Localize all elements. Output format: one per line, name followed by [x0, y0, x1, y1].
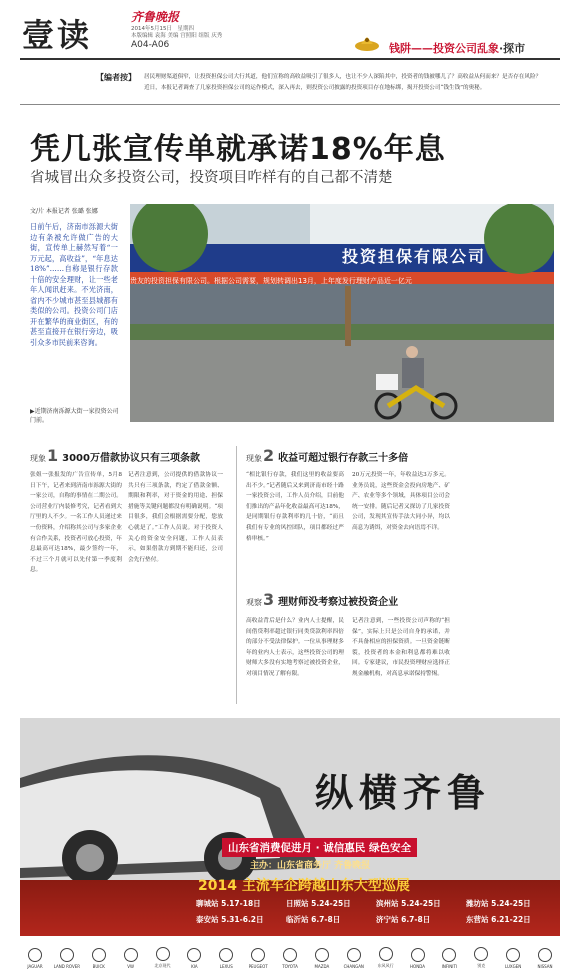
- brand-logo: KIA: [183, 948, 205, 969]
- car-brand-icon: [28, 948, 42, 962]
- page-headline: 凭几张宣传单就承诺18%年息: [30, 132, 446, 167]
- newspaper-brand: 齐鲁晚报: [131, 10, 180, 24]
- ad-schedule-item: 潍坊站 5.24-25日: [466, 899, 531, 908]
- car-brand-icon: [379, 947, 393, 961]
- page-subheadline: 省城冒出众多投资公司，投资项目咋样有的自己都不清楚: [30, 170, 393, 186]
- car-brand-icon: [156, 947, 170, 961]
- section-2-column-right: 20万元投资一年，年收益达3万多元。业务员说，这些资金会投向房地产、矿产、农业等多个领域，具体项目公司会统一安排。随后记者又探访了几家投资公司，发现其宣传手法大同小异，均以高息为诱饵，对资金去向语焉不详。: [352, 472, 450, 531]
- car-brand-icon: [60, 948, 74, 962]
- brand-logo: LUXGEN: [502, 948, 524, 969]
- car-brand-icon: [538, 948, 552, 962]
- money-bag-icon: [352, 36, 382, 52]
- header-rule: [20, 58, 560, 60]
- car-brand-icon: [251, 948, 265, 962]
- section-1-column-right: 记者注意到，公司提供的借款协议一共只有三项条款，约定了借款金额、期限和利率，对于资金的用途、担保措施等关键问题都没有明确说明。“项目很多，我们会根据需要分配，您放心就是了。”工作人员说。对于投资人关心的资金安全问题，工作人员表示，如果借款方到期不能归还，公司会先行垫付。: [128, 472, 223, 563]
- brand-logo: PEUGEOT: [247, 948, 269, 969]
- section-3-column-right: 记者注意到，一些投资公司声称的“担保”，实际上只是公司自身的承诺，并不具备相应的担保资质。一旦资金链断裂，投资者的本金和利息都将难以收回。专家建议，市民投资理财应选择正规金融机构，对高息承诺保持警惕。: [352, 618, 450, 677]
- brand-logo-strip: [20, 940, 560, 976]
- section-1-column-left: 张姐一张报发的广告宣传单，5月8日下午，记者来到济南市泺源大街的一家公司，自称的事情在二期公司。公司营业厅内装修考究，记者看到大厅里的人不少。一名工作人员递过来一份资料，介绍称其公司与多家企业有合作关系，投资者可放心投资，年息最高可达18%，最少签约一年，不过三个月就可以先付第一季度利息。: [30, 472, 122, 574]
- brand-logo: 东风风行: [375, 947, 397, 969]
- car-brand-icon: [124, 948, 138, 962]
- column-divider: [236, 446, 237, 704]
- car-brand-icon: [474, 947, 488, 961]
- brand-logo: LEXUS: [215, 948, 237, 969]
- brand-logo: VW: [120, 948, 142, 969]
- editor-note-label: 【编者按】: [96, 73, 136, 82]
- storefront-banner: 贵友的投资担保有限公司。根据公司需要，规划转调出13月，上年度发行理财产品近一亿元: [130, 277, 412, 285]
- car-brand-icon: [219, 948, 233, 962]
- brand-logo: INFINITI: [438, 948, 460, 969]
- byline: 文/片 本报记者 张璐 张娜: [30, 208, 98, 215]
- section-1-heading: 现象1 3000万借款协议只有三项条款: [30, 446, 200, 465]
- section-3-column-left: 高收益背后是什么？业内人士提醒，民间借贷利率超过银行同类贷款利率四倍的部分不受法律保护。一位从事理财多年的业内人士表示，这些投资公司的理财师大多没有实地考察过被投资企业，对项目情况了解有限。: [246, 618, 344, 677]
- page-range: A04-A06: [131, 40, 170, 50]
- ad-title: 纵横齐鲁: [315, 771, 492, 815]
- ad-schedule-item: 临沂站 6.7-8日: [286, 915, 341, 924]
- car-brand-icon: [315, 948, 329, 962]
- lead-paragraph: 日前午后，济南市泺源大街边有条被允许做广告的大街，宣传单上赫然写着“一万元起，高收益”，“年息达18%”……自称是银行存款十倍的安全理财，让一些老年人闻讯赶来。不光济南，省内不少城市甚至县城都有类似的公司。投资公司门店开在繁华的商业街区，有的甚至直接开在银行旁边，吸引众多市民前来咨询。: [30, 222, 118, 347]
- brand-logo: LAND ROVER: [56, 948, 78, 969]
- news-photo: [130, 204, 554, 422]
- brand-logo: BUICK: [88, 948, 110, 969]
- brand-logo: 别克: [470, 947, 492, 969]
- car-brand-icon: [347, 948, 361, 962]
- photo-caption: ▶近期济南泺源大街一家投资公司门前。: [30, 408, 119, 424]
- ad-tour-title: 2014 主流车企跨越山东大型巡展: [198, 878, 410, 894]
- section-title: 壹读: [22, 16, 93, 54]
- car-brand-icon: [187, 948, 201, 962]
- brand-logo: HONDA: [407, 948, 429, 969]
- ad-schedule-item: 东营站 6.21-22日: [466, 915, 531, 924]
- issue-date: 2014年5月15日 星期四: [131, 26, 194, 32]
- brand-logo: CHANGAN: [343, 948, 365, 969]
- brand-logo: 北京现代: [152, 947, 174, 969]
- ad-schedule-item: 日照站 5.24-25日: [286, 899, 351, 908]
- section-2-column-left: “相比银行存款，我们这里的收益要高出不少。”记者随后又来到济南市经十路一家投资公司，工作人员介绍，目前他们推出的产品年化收益最高可达18%，是同期银行存款利率的几十倍，“而且我们有专业的风控团队，项目都经过严格审核。”: [246, 472, 344, 542]
- brand-logo: MAZDA: [311, 948, 333, 969]
- ad-host-line: 主办：山东省商务厅 齐鲁晚报: [250, 861, 371, 871]
- storefront-sign: 投资担保有限公司: [342, 247, 487, 266]
- ad-schedule-item: 济宁站 6.7-8日: [376, 915, 431, 924]
- series-label: 钱阱——投资公司乱象·探市: [389, 42, 526, 55]
- brand-logo: NISSAN: [534, 948, 556, 969]
- brand-logo: TOYOTA: [279, 948, 301, 969]
- car-brand-icon: [283, 948, 297, 962]
- section-2-heading: 现象2 收益可超过银行存款三十多倍: [246, 446, 409, 465]
- ad-promo-line: 山东省消费促进月 · 诚信惠民 绿色安全: [222, 838, 417, 857]
- brand-logo: JAGUAR: [24, 948, 46, 969]
- car-brand-icon: [506, 948, 520, 962]
- editor-note-text: 居民理财渠道俱窄，让投资担保公司大行其道，他们宣称的高收益吸引了很多人，也让不少人深陷其中，投资者的钱被哪儿了？高收益从何而来？是否存在风险？近日，本报记者调查了几家投资担保公司的运作模式，深入再去，则投资公司披露的投资项目存在地标绑，揭开投资公司“钱生钱”的奥秘。: [144, 74, 542, 91]
- ad-schedule-item: 泰安站 5.31-6.2日: [196, 915, 264, 924]
- car-brand-icon: [411, 948, 425, 962]
- car-tour-advertisement: [20, 718, 560, 936]
- ad-schedule-item: 聊城站 5.17-18日: [196, 899, 261, 908]
- section-3-heading: 观察3 理财师没考察过被投资企业: [246, 590, 399, 609]
- car-brand-icon: [92, 948, 106, 962]
- ad-schedule-item: 滨州站 5.24-25日: [376, 899, 441, 908]
- editor-credits: 本版编辑 袁海 美编 宫照阳 组版 庆秀: [131, 33, 223, 39]
- car-brand-icon: [442, 948, 456, 962]
- note-rule: [20, 104, 560, 105]
